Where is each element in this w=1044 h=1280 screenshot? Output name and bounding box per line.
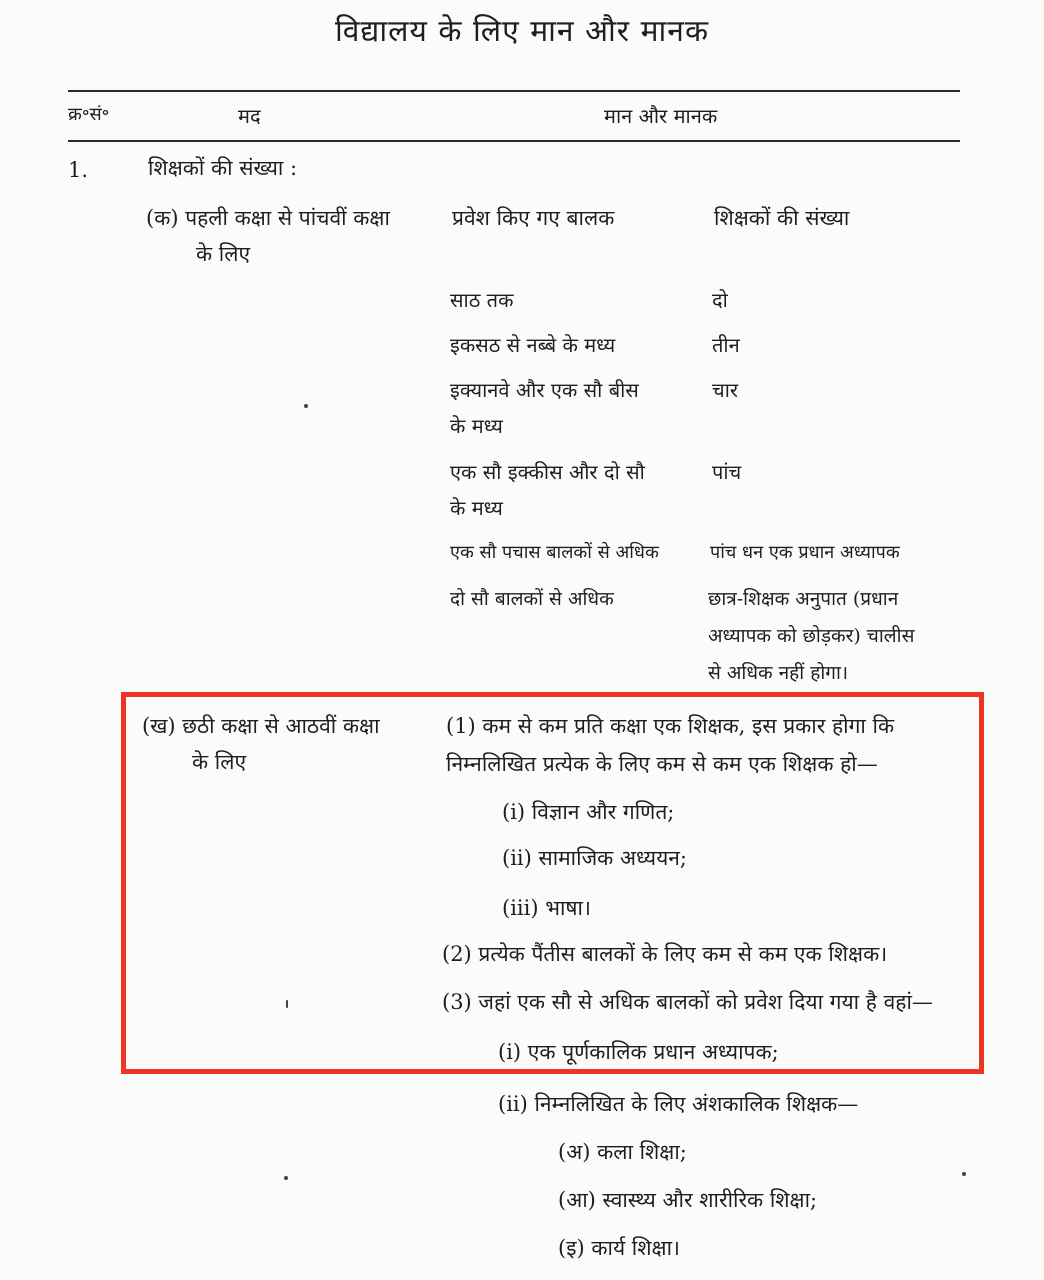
part-b-sub-item: (ii) सामाजिक अध्ययन;	[502, 846, 687, 870]
table-row-teachers: पांच	[712, 460, 742, 484]
table-row-teachers: चार	[712, 378, 739, 402]
table-row-admitted: इक्यानवे और एक सौ बीस	[450, 378, 639, 402]
part-b-para-1: (1) कम से कम प्रति कक्षा एक शिक्षक, इस प्रकार होगा कि	[446, 714, 895, 738]
part-b-label-cont: के लिए	[192, 750, 247, 774]
table-row-teachers-cont: अध्यापक को छोड़कर) चालीस	[708, 625, 915, 647]
table-row-admitted: दो सौ बालकों से अधिक	[450, 588, 614, 610]
table-row-teachers: छात्र-शिक्षक अनुपात (प्रधान	[708, 588, 899, 610]
scan-speck	[304, 404, 308, 408]
part-b-label: (ख) छठी कक्षा से आठवीं कक्षा	[142, 714, 380, 738]
col-admitted-header: प्रवेश किए गए बालक	[452, 206, 615, 230]
table-row-teachers: तीन	[712, 333, 740, 357]
part-b-para-1-cont: निम्नलिखित प्रत्येक के लिए कम से कम एक शिक्षक हो—	[446, 752, 878, 776]
part-b-para-3-i: (i) एक पूर्णकालिक प्रधान अध्यापक;	[498, 1040, 779, 1064]
table-row-admitted: एक सौ पचास बालकों से अधिक	[450, 542, 659, 563]
part-b-sub-item: (iii) भाषा।	[502, 896, 591, 920]
table-row-admitted: एक सौ इक्कीस और दो सौ	[450, 460, 645, 484]
table-row-admitted: साठ तक	[450, 288, 514, 312]
scan-speck	[962, 1172, 966, 1176]
section-heading: शिक्षकों की संख्या :	[148, 156, 298, 180]
header-bottom-rule	[68, 140, 960, 142]
header-serial: क्र॰सं॰	[68, 104, 110, 125]
part-b-para-2: (2) प्रत्येक पैंतीस बालकों के लिए कम से कम एक शिक्षक।	[442, 942, 888, 966]
col-teachers-header: शिक्षकों की संख्या	[714, 206, 850, 230]
scan-speck	[284, 1176, 288, 1180]
header-top-rule	[68, 90, 960, 92]
table-row-teachers-cont: से अधिक नहीं होगा।	[708, 662, 849, 684]
table-row-admitted-cont: के मध्य	[450, 496, 503, 520]
part-b-sub-item: (i) विज्ञान और गणित;	[502, 800, 675, 824]
table-row-teachers: दो	[712, 288, 728, 312]
table-row-admitted-cont: के मध्य	[450, 414, 503, 438]
page-title: विद्यालय के लिए मान और मानक	[334, 14, 709, 49]
part-b-para-3: (3) जहां एक सौ से अधिक बालकों को प्रवेश दिया गया है वहां—	[442, 990, 933, 1014]
section-number: 1.	[68, 158, 89, 182]
part-b-para-3-ii: (ii) निम्नलिखित के लिए अंशकालिक शिक्षक—	[498, 1092, 859, 1116]
table-row-admitted: इकसठ से नब्बे के मध्य	[450, 333, 616, 357]
part-a-label-cont: के लिए	[196, 242, 251, 266]
part-a-label: (क) पहली कक्षा से पांचवीं कक्षा	[146, 206, 390, 230]
header-item: मद	[238, 104, 261, 128]
scan-speck	[286, 1000, 288, 1008]
part-b-sub-item: (आ) स्वास्थ्य और शारीरिक शिक्षा;	[558, 1188, 818, 1212]
part-b-sub-item: (अ) कला शिक्षा;	[558, 1140, 687, 1164]
highlight-box	[121, 692, 984, 1074]
table-row-teachers: पांच धन एक प्रधान अध्यापक	[710, 542, 900, 563]
header-norms: मान और मानक	[604, 104, 718, 128]
part-b-sub-item: (इ) कार्य शिक्षा।	[558, 1236, 680, 1260]
